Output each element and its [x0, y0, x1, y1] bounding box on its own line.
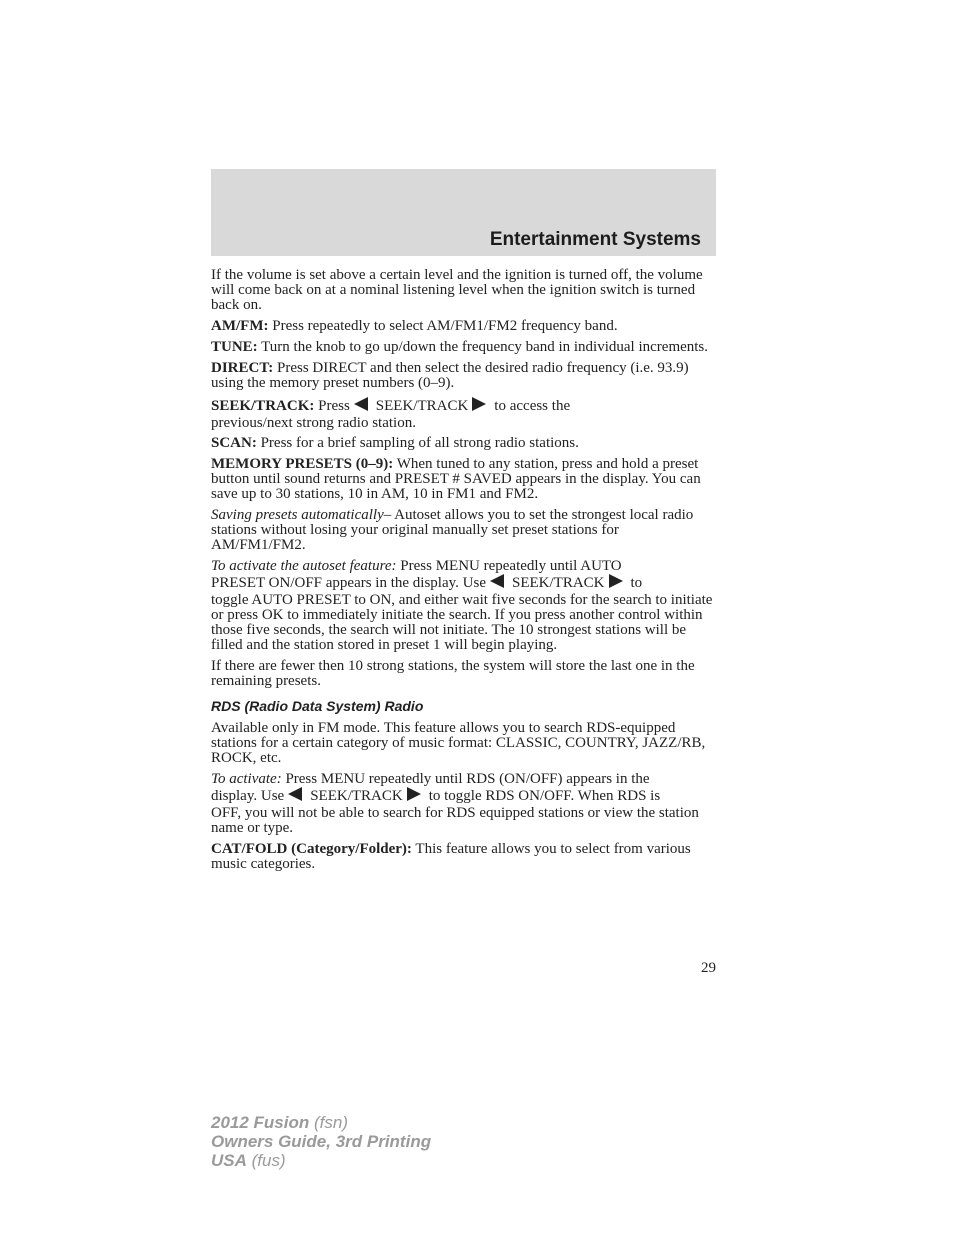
activate-text2: display. Use [211, 788, 285, 804]
autoset-text3: toggle AUTO PRESET to ON, and either wait five seconds for the search to initiate or press OK to immediately initiate the search. If you press another control within those five seconds, the search will not initiate. The 10 strongest stations will be filled and the station stored in preset 1 will begin playing. [211, 592, 713, 653]
volume-paragraph: If the volume is set above a certain level and the ignition is turned off, the volume will come back on at a nominal listening level when the ignition switch is turned back on. [211, 267, 703, 313]
autoset-text1: Press MENU repeatedly until AUTO [396, 558, 622, 574]
activate-italic: To activate: [211, 771, 282, 787]
activate-text1: Press MENU repeatedly until RDS (ON/OFF) appears in the [281, 771, 650, 787]
rds-paragraph: Available only in FM mode. This feature allows you to search RDS-equipped stations for a certain category of music format: CLASSIC, COUNTRY, JAZZ/RB, ROCK, etc. [211, 720, 706, 766]
activate-text4: OFF, you will not be able to search for RDS equipped stations or view the station name or type. [211, 805, 699, 836]
activate-text3: to toggle RDS ON/OFF. When RDS is [428, 788, 661, 804]
seek-mid: SEEK/TRACK [375, 398, 469, 414]
rds-heading: RDS (Radio Data System) Radio [211, 698, 424, 714]
direct-text: Press DIRECT and then select the desired radio frequency (i.e. 93.9) using the memory preset numbers (0–9). [211, 360, 689, 391]
triangle-left-icon [490, 574, 504, 588]
scan-text: Press for a brief sampling of all strong radio stations. [256, 435, 579, 451]
triangle-right-icon [472, 397, 486, 411]
triangle-left-icon [288, 787, 302, 801]
tune-paragraph [211, 340, 716, 355]
seek-paragraph [211, 397, 716, 431]
memory-paragraph [211, 457, 716, 502]
saving-italic: Saving presets automatically [211, 507, 384, 523]
memory-text: When tuned to any station, press and hold a preset button until sound returns and PRESET # SAVED appears in the display. You can save up to 30 stations, 10 in AM, 10 in FM1 and FM2. [211, 456, 701, 502]
footer-model: 2012 Fusion [211, 1113, 310, 1132]
activate-paragraph [211, 772, 716, 836]
memory-label: MEMORY PRESETS (0–9): [211, 456, 394, 472]
footer-market-code: (fus) [246, 1151, 286, 1170]
footer-line-3 [211, 1151, 431, 1170]
seek-line2: previous/next strong radio station. [211, 415, 416, 431]
scan-paragraph [211, 436, 716, 451]
scan-label: SCAN: [211, 435, 257, 451]
catfold-text: This feature allows you to select from various music categories. [211, 841, 691, 872]
tune-label: TUNE: [211, 339, 258, 355]
autoset-text2: PRESET ON/OFF appears in the display. Use [211, 575, 486, 591]
footer-market: USA [211, 1151, 247, 1170]
triangle-right-icon [407, 787, 421, 801]
direct-label: DIRECT: [211, 360, 274, 376]
amfm-label: AM/FM: [211, 318, 269, 334]
autoset-paragraph [211, 559, 716, 653]
activate-seek: SEEK/TRACK [310, 788, 403, 804]
triangle-left-icon [354, 397, 368, 411]
page-body [211, 268, 716, 878]
footer [211, 1113, 431, 1170]
fewer-paragraph: If there are fewer then 10 strong stations, the system will store the last one in the remaining presets. [211, 658, 695, 689]
section-header-band [211, 169, 716, 256]
footer-line-1 [211, 1113, 431, 1132]
saving-text: – Autoset allows you to set the strongest local radio stations without losing your original manually set preset stations for AM/FM1/FM2. [211, 507, 694, 553]
catfold-label: CAT/FOLD (Category/Folder): [211, 841, 412, 857]
amfm-paragraph [211, 319, 716, 334]
footer-model-code: (fsn) [309, 1113, 348, 1132]
tune-text: Turn the knob to go up/down the frequency band in individual increments. [257, 339, 709, 355]
footer-line-2: Owners Guide, 3rd Printing [211, 1132, 432, 1151]
triangle-right-icon [609, 574, 623, 588]
page-number: 29 [701, 960, 716, 976]
seek-end: to access the [494, 398, 571, 414]
autoset-italic: To activate the autoset feature: [211, 558, 397, 574]
seek-press: Press [314, 398, 350, 414]
section-title: Entertainment Systems [489, 229, 701, 250]
autoset-to: to [630, 575, 643, 591]
autoset-seek: SEEK/TRACK [512, 575, 605, 591]
catfold-paragraph [211, 842, 716, 872]
direct-paragraph [211, 361, 716, 391]
amfm-text: Press repeatedly to select AM/FM1/FM2 frequency band. [268, 318, 618, 334]
seek-label: SEEK/TRACK: [211, 398, 315, 414]
saving-paragraph [211, 508, 716, 553]
